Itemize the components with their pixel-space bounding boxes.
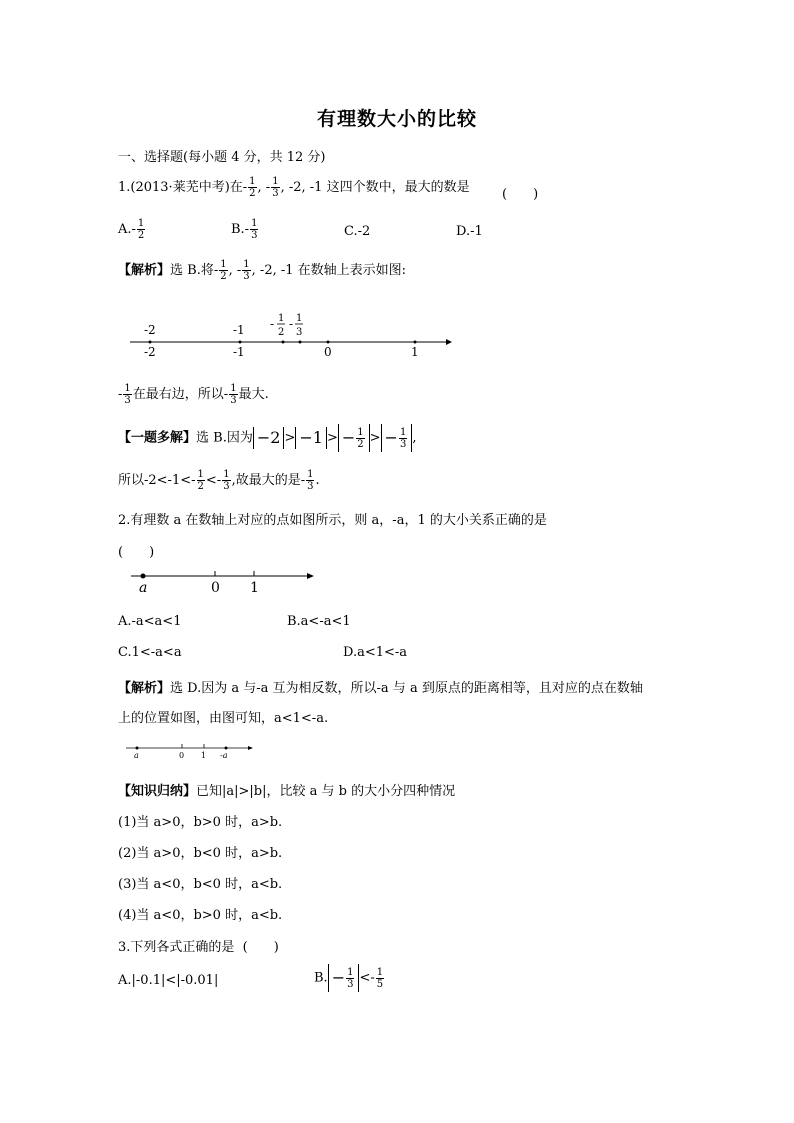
number-line-2	[125, 566, 325, 598]
case-2: (2)当 a>0，b<0 时，a>b.	[118, 846, 283, 861]
analysis-1: 【解析】选 B.将- $\frac{1}{2}$ , - $\frac{1}{3}$ , -2, -1 在数轴上表示如图:	[118, 259, 407, 282]
fraction-one-third: $\frac{1}{3}$	[272, 176, 279, 199]
option-a: A.|-0.1|<|-0.01|	[118, 973, 219, 988]
case-3: (3)当 a<0，b<0 时，a<b.	[118, 877, 283, 892]
option-a: A.- $\frac{1}{2}$	[118, 218, 145, 241]
axis-bottom-label: 0	[324, 345, 332, 359]
number-line-1	[120, 308, 460, 363]
axis-bottom-label: -2	[144, 345, 156, 359]
svg-text:-a: -a	[220, 751, 228, 760]
analysis-2-line-1: 【解析】选 D.因为 a 与-a 互为相反数，所以-a 与 a 到原点的距离相等，且对应的点在数轴	[118, 681, 643, 696]
axis-top-label: -	[289, 317, 294, 331]
alternate-conclusion: 所以-2<-1<- $\frac{1}{2}$ <- $\frac{1}{3}$ ,故最大的是- $\frac{1}{3}$ .	[118, 469, 320, 492]
option-b: B.a<-a<1	[287, 614, 351, 629]
option-a: A.-a<a<1	[118, 614, 182, 629]
conclusion-1: - $\frac{1}{3}$ 在最右边，所以- $\frac{1}{3}$ 最大.	[118, 383, 269, 406]
analysis-2-line-2: 上的位置如图，由图可知，a<1<-a.	[118, 711, 329, 726]
knowledge-summary: 【知识归纳】已知|a|>|b|，比较 a 与 b 的大小分四种情况	[118, 784, 456, 799]
axis-label-0: 0	[211, 580, 220, 596]
option-c: C.-2	[344, 224, 371, 239]
option-b: B. − $\frac{1}{3}$ <- $\frac{1}{5}$	[314, 964, 385, 992]
axis-top-label: -	[270, 317, 275, 331]
axis-label-a: a	[139, 580, 148, 596]
fraction-one-half: $\frac{1}{2}$	[249, 176, 256, 199]
option-d: D.-1	[456, 224, 483, 239]
svg-text:3: 3	[296, 327, 303, 338]
option-d: D.a<1<-a	[343, 645, 408, 660]
case-4: (4)当 a<0，b>0 时，a<b.	[118, 908, 283, 923]
page-title: 有理数大小的比较	[316, 108, 477, 130]
axis-label-1: 1	[250, 580, 259, 596]
svg-text:a: a	[134, 751, 139, 760]
question-1-answer-blank: ( )	[502, 187, 539, 202]
svg-text:1: 1	[296, 313, 303, 324]
axis-bottom-label: -1	[233, 345, 245, 359]
axis-top-label: -1	[233, 323, 245, 337]
option-b: B.- $\frac{1}{3}$	[231, 218, 258, 241]
axis-bottom-label: 1	[411, 345, 419, 359]
svg-text:2: 2	[278, 327, 285, 338]
axis-top-label: -2	[144, 323, 156, 337]
option-c: C.1<-a<a	[118, 645, 182, 660]
question-3-stem: 3.下列各式正确的是 ( )	[118, 940, 279, 955]
alternate-solution: 【一题多解】选 B.因为 −2 > −1 > − $\frac{1}{2}$ > − $\frac{1}{3}$ ,	[118, 424, 416, 452]
svg-text:1: 1	[201, 751, 207, 760]
svg-text:1: 1	[278, 313, 285, 324]
question-1-stem: 1.(2013·莱芜中考)在- $\frac{1}{2}$ , - $\frac{1}{3}$ , -2, -1 这四个数中，最大的数是	[118, 176, 470, 199]
number-line-3	[122, 740, 262, 762]
section-heading: 一、选择题(每小题 4 分，共 12 分)	[118, 150, 326, 165]
question-2-answer-blank: ( )	[118, 545, 155, 560]
question-2-stem: 2.有理数 a 在数轴上对应的点如图所示，则 a，-a，1 的大小关系正确的是	[118, 513, 547, 528]
svg-text:0: 0	[179, 751, 185, 760]
case-1: (1)当 a>0，b>0 时，a>b.	[118, 815, 283, 830]
